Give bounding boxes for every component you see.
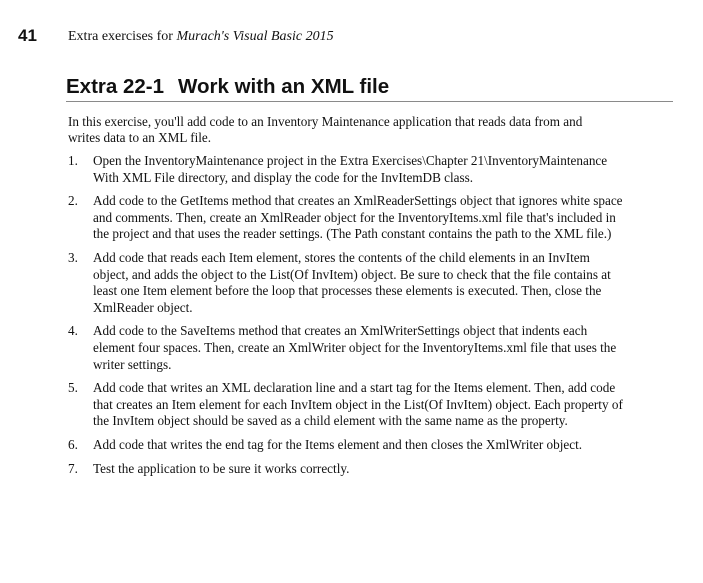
step-text: Add code to the GetItems method that creates an XmlReaderSettings object that ignores white space and comments. Then, create an XmlReader object for the InventoryItems.xml file that's included in the project and that uses the reader settings. (The Path constant contains the path to the XML file.)	[93, 193, 623, 242]
step-number: 7.	[68, 460, 78, 476]
step-number: 3.	[68, 249, 78, 265]
step-item	[68, 193, 628, 243]
step-number: 1.	[68, 153, 78, 168]
page-number: 41	[18, 26, 37, 45]
step-item	[68, 461, 628, 478]
exercise-number: Extra 22-1	[66, 75, 165, 98]
step-text: Add code that writes an XML declaration line and a start tag for the Items element. Then, add code that creates an Item element for each InvItem object in the List(Of InvItem) object. Each property of the InvItem object should be saved as a child element with the same name as the property.	[93, 380, 623, 429]
step-number: 2.	[68, 193, 78, 209]
step-item	[68, 323, 628, 373]
exercise-title-text: Work with an XML file	[178, 75, 390, 98]
step-text: Test the application to be sure it works correctly.	[93, 460, 350, 476]
step-number: 4.	[68, 323, 78, 339]
step-item	[68, 380, 628, 430]
step-text: Open the InventoryMaintenance project in the Extra Exercises\Chapter 21\InventoryMaintenance With XML File directory, and display the code for the InvItemDB class.	[93, 153, 608, 185]
step-number: 6.	[68, 436, 78, 452]
running-header-prefix: Extra exercises for	[68, 29, 177, 44]
running-header	[68, 28, 334, 46]
exercise-title	[66, 74, 673, 102]
step-item	[68, 153, 628, 186]
step-item	[68, 437, 628, 454]
step-text: Add code that reads each Item element, stores the contents of the child elements in an InvItem object, and adds the object to the List(Of InvItem) object. Be sure to check that the file contains at least one Item element before the loop that processes these elements is executed. Then, close the XmlReader object.	[93, 249, 611, 315]
step-number: 5.	[68, 380, 78, 396]
steps-list	[68, 153, 628, 484]
intro-paragraph: In this exercise, you'll add code to an Inventory Maintenance application that reads data from and writes data to an XML file.	[68, 114, 583, 146]
step-item	[68, 250, 628, 316]
step-text: Add code that writes the end tag for the Items element and then closes the XmlWriter object.	[93, 436, 583, 452]
step-text: Add code to the SaveItems method that creates an XmlWriterSettings object that indents each element four spaces. Then, create an XmlWriter object for the InventoryItems.xml file that uses the writer settings.	[93, 323, 617, 372]
book-title: Murach's Visual Basic 2015	[176, 29, 334, 44]
